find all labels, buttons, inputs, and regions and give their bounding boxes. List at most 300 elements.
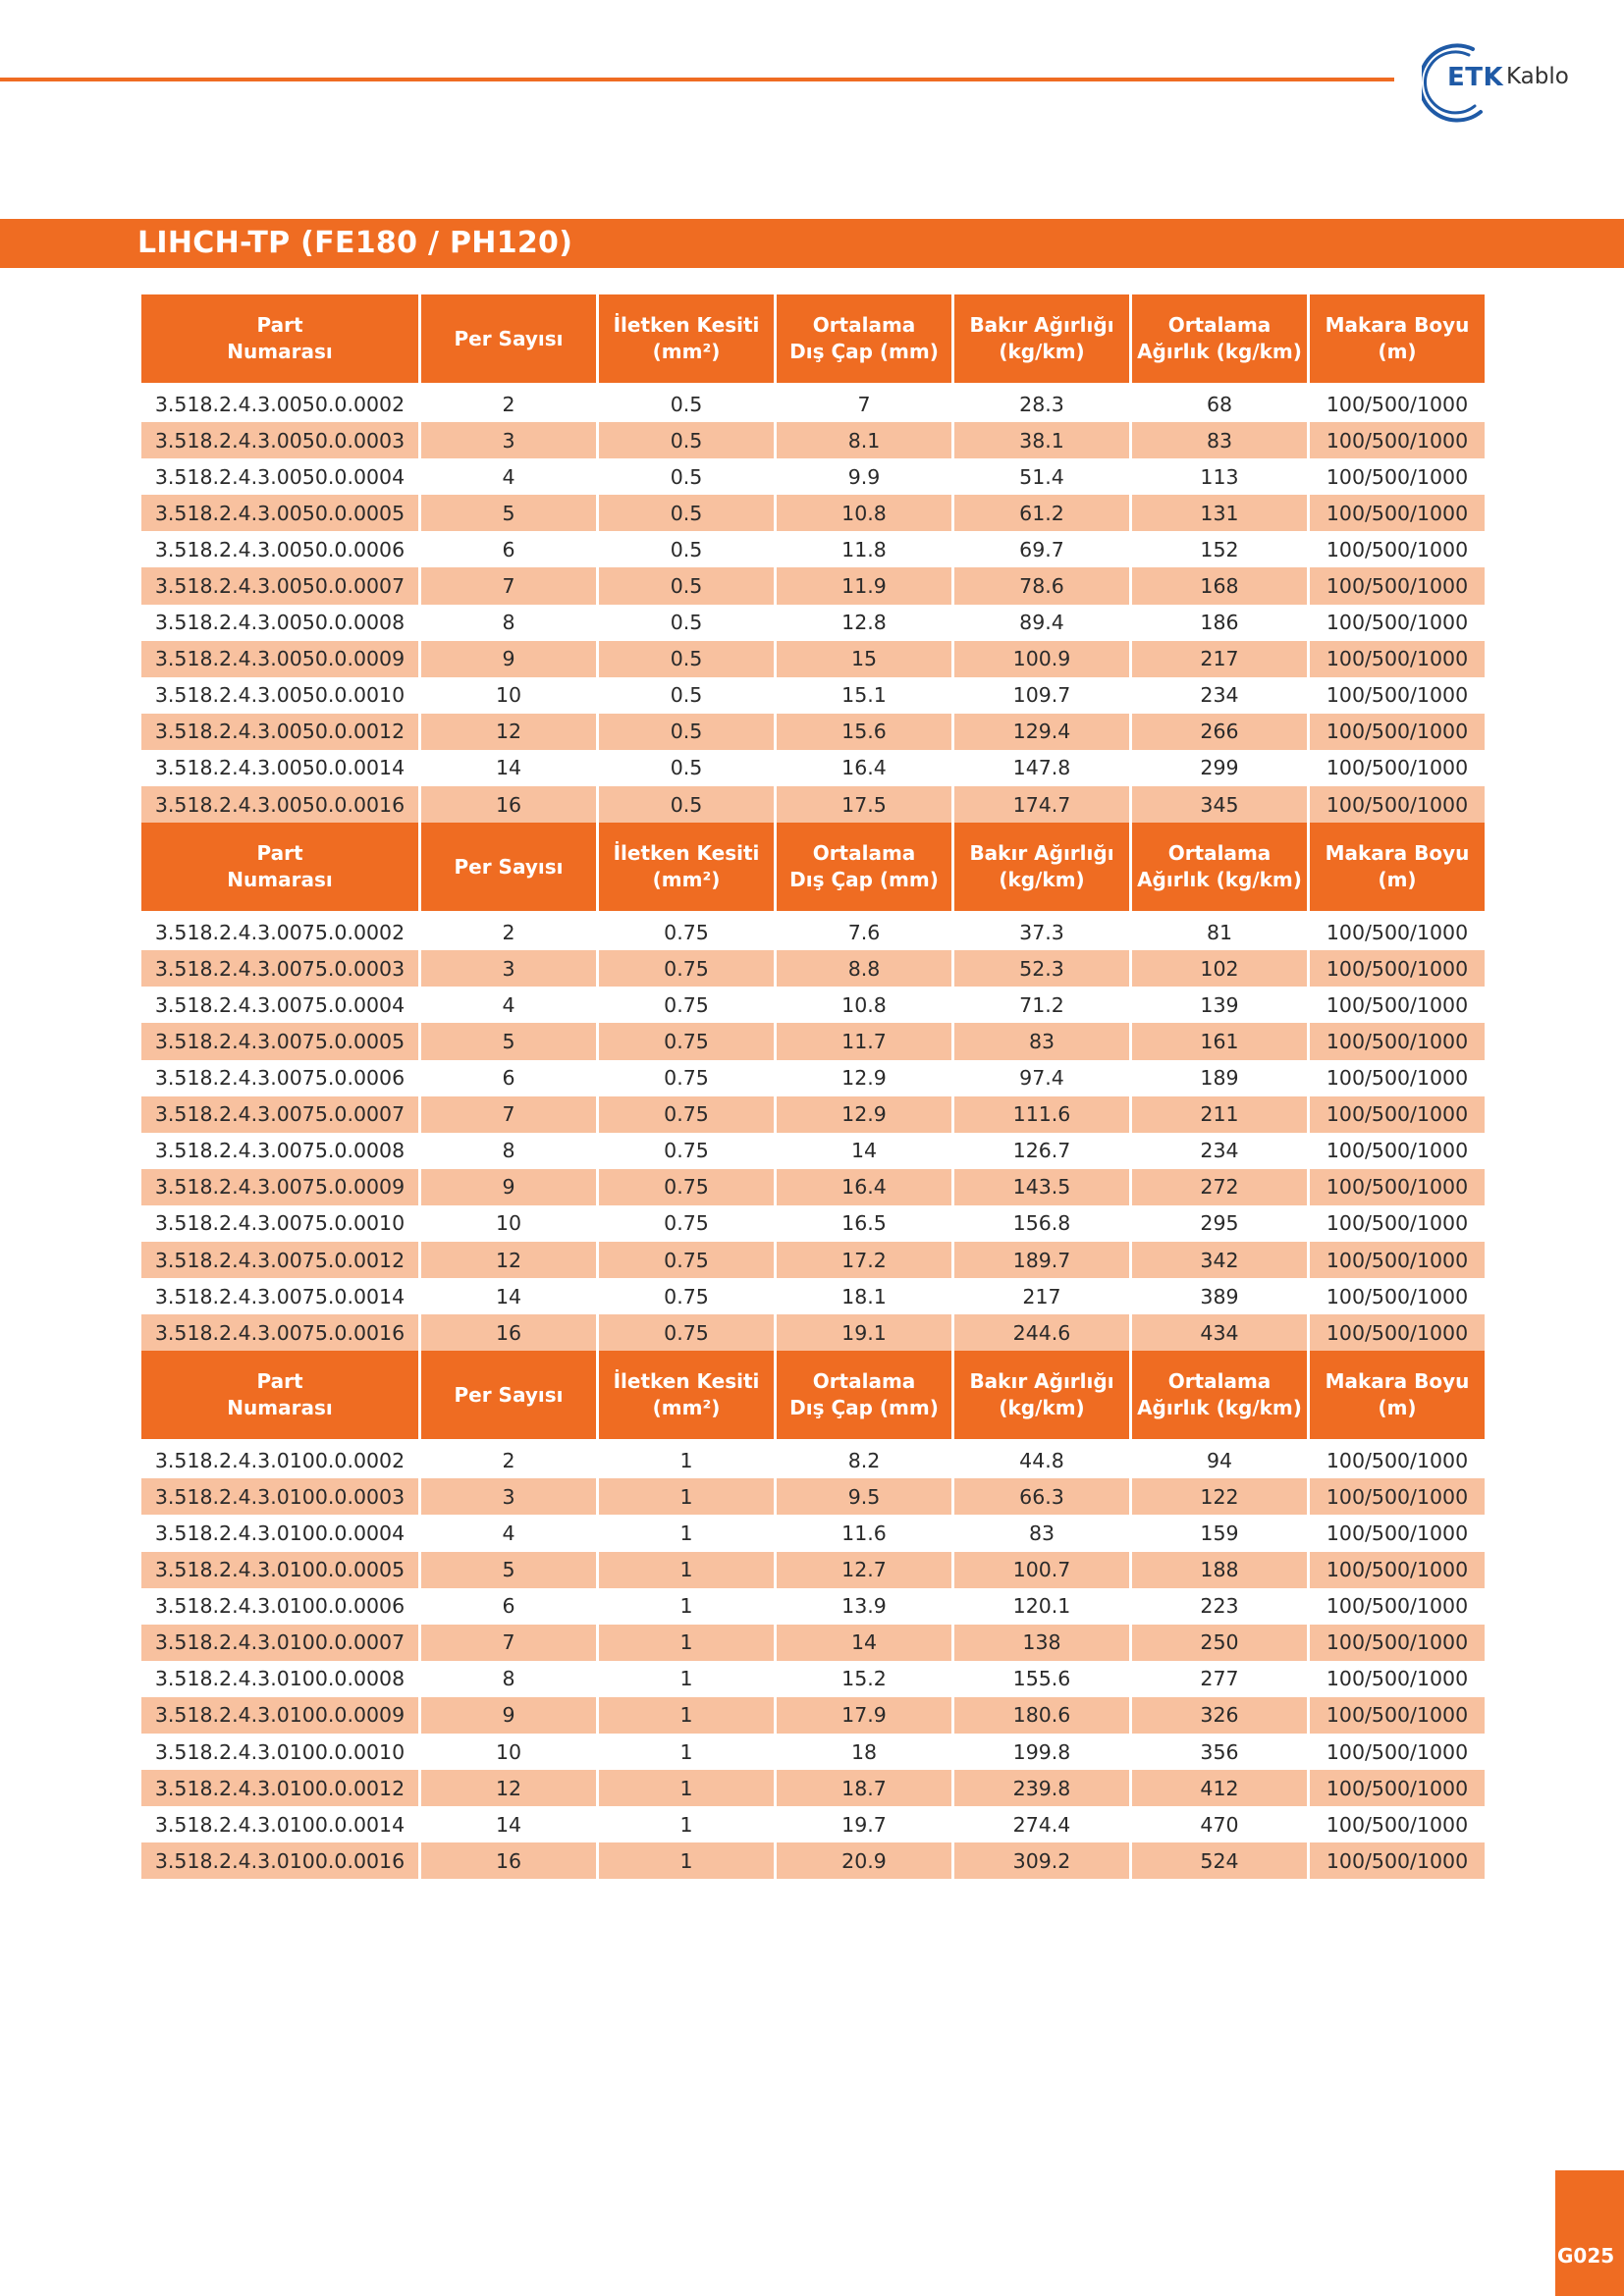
- header-conductor-section: [599, 1351, 774, 1442]
- outer-diameter-cell: 18: [777, 1734, 951, 1770]
- table-row: [141, 1314, 1485, 1351]
- average-weight-cell: 356: [1132, 1734, 1307, 1770]
- copper-weight-cell: 61.2: [954, 495, 1129, 531]
- average-weight-cell: 81: [1132, 914, 1307, 950]
- header-reel-length-text: (m): [1378, 868, 1417, 892]
- conductor-section-cell: 0.75: [599, 1169, 774, 1205]
- table-row: [141, 495, 1485, 531]
- table-row: [141, 1169, 1485, 1205]
- pair-count-cell: 2: [421, 386, 596, 422]
- average-weight-cell: 186: [1132, 605, 1307, 641]
- outer-diameter-cell: 18.7: [777, 1770, 951, 1806]
- header-copper-weight-text: Bakır Ağırlığı: [969, 1369, 1114, 1394]
- pair-count-cell: 14: [421, 750, 596, 786]
- reel-length-cell: 100/500/1000: [1310, 1242, 1485, 1278]
- part-number-cell: 3.518.2.4.3.0075.0.0009: [141, 1169, 418, 1205]
- header-conductor-section-text: (mm²): [652, 340, 721, 363]
- header-part-number: [141, 294, 418, 386]
- average-weight-cell: 189: [1132, 1060, 1307, 1096]
- header-reel-length: [1310, 294, 1485, 386]
- copper-weight-cell: 69.7: [954, 531, 1129, 567]
- copper-weight-cell: 174.7: [954, 786, 1129, 823]
- average-weight-cell: 68: [1132, 386, 1307, 422]
- outer-diameter-cell: 11.8: [777, 531, 951, 567]
- copper-weight-cell: 143.5: [954, 1169, 1129, 1205]
- conductor-section-cell: 0.75: [599, 950, 774, 987]
- average-weight-cell: 223: [1132, 1588, 1307, 1625]
- table-row: [141, 1023, 1485, 1059]
- table-row: [141, 1478, 1485, 1515]
- part-number-cell: 3.518.2.4.3.0100.0.0004: [141, 1515, 418, 1551]
- header-outer-diameter-text: Dış Çap (mm): [789, 1396, 939, 1420]
- reel-length-cell: 100/500/1000: [1310, 1478, 1485, 1515]
- table-row: [141, 1552, 1485, 1588]
- reel-length-cell: 100/500/1000: [1310, 1697, 1485, 1734]
- header-part-number: [141, 1351, 418, 1442]
- copper-weight-cell: 244.6: [954, 1314, 1129, 1351]
- outer-diameter-cell: 15.6: [777, 714, 951, 750]
- conductor-section-cell: 1: [599, 1770, 774, 1806]
- average-weight-cell: 131: [1132, 495, 1307, 531]
- table-header-row: [141, 823, 1485, 914]
- copper-weight-cell: 120.1: [954, 1588, 1129, 1625]
- pair-count-cell: 14: [421, 1806, 596, 1842]
- table-header-row: [141, 294, 1485, 386]
- header-outer-diameter: [777, 1351, 951, 1442]
- average-weight-cell: 266: [1132, 714, 1307, 750]
- reel-length-cell: 100/500/1000: [1310, 1734, 1485, 1770]
- copper-weight-cell: 100.9: [954, 641, 1129, 677]
- reel-length-cell: 100/500/1000: [1310, 1205, 1485, 1242]
- part-number-cell: 3.518.2.4.3.0050.0.0014: [141, 750, 418, 786]
- outer-diameter-cell: 18.1: [777, 1278, 951, 1314]
- copper-weight-cell: 100.7: [954, 1552, 1129, 1588]
- table-row: [141, 750, 1485, 786]
- part-number-cell: 3.518.2.4.3.0050.0.0003: [141, 422, 418, 458]
- average-weight-cell: 277: [1132, 1661, 1307, 1697]
- part-number-cell: 3.518.2.4.3.0100.0.0010: [141, 1734, 418, 1770]
- part-number-cell: 3.518.2.4.3.0075.0.0010: [141, 1205, 418, 1242]
- copper-weight-cell: 199.8: [954, 1734, 1129, 1770]
- reel-length-cell: 100/500/1000: [1310, 495, 1485, 531]
- header-average-weight-text: Ortalama: [1167, 841, 1272, 866]
- outer-diameter-cell: 15.1: [777, 677, 951, 714]
- conductor-section-cell: 0.75: [599, 1023, 774, 1059]
- average-weight-cell: 188: [1132, 1552, 1307, 1588]
- copper-weight-cell: 180.6: [954, 1697, 1129, 1734]
- header-outer-diameter: [777, 294, 951, 386]
- reel-length-cell: 100/500/1000: [1310, 714, 1485, 750]
- part-number-cell: 3.518.2.4.3.0075.0.0002: [141, 914, 418, 950]
- header-copper-weight: [954, 294, 1129, 386]
- part-number-cell: 3.518.2.4.3.0050.0.0007: [141, 567, 418, 604]
- pair-count-cell: 12: [421, 1242, 596, 1278]
- outer-diameter-cell: 15.2: [777, 1661, 951, 1697]
- copper-weight-cell: 83: [954, 1515, 1129, 1551]
- logo-text-etk: ETK: [1447, 63, 1504, 92]
- copper-weight-cell: 147.8: [954, 750, 1129, 786]
- outer-diameter-cell: 17.2: [777, 1242, 951, 1278]
- header-average-weight-text: Ortalama: [1167, 313, 1272, 337]
- table-row: [141, 1442, 1485, 1478]
- reel-length-cell: 100/500/1000: [1310, 1023, 1485, 1059]
- pair-count-cell: 9: [421, 1697, 596, 1734]
- copper-weight-cell: 274.4: [954, 1806, 1129, 1842]
- reel-length-cell: 100/500/1000: [1310, 1806, 1485, 1842]
- pair-count-cell: 10: [421, 1205, 596, 1242]
- part-number-cell: 3.518.2.4.3.0100.0.0006: [141, 1588, 418, 1625]
- part-number-cell: 3.518.2.4.3.0075.0.0004: [141, 987, 418, 1023]
- reel-length-cell: 100/500/1000: [1310, 531, 1485, 567]
- pair-count-cell: 7: [421, 567, 596, 604]
- part-number-cell: 3.518.2.4.3.0100.0.0002: [141, 1442, 418, 1478]
- outer-diameter-cell: 14: [777, 1625, 951, 1661]
- part-number-cell: 3.518.2.4.3.0100.0.0012: [141, 1770, 418, 1806]
- header-conductor-section-text: İletken Kesiti: [613, 841, 760, 866]
- page-number-tab: [1555, 2170, 1624, 2296]
- reel-length-cell: 100/500/1000: [1310, 567, 1485, 604]
- header-pair-count: [421, 294, 596, 386]
- reel-length-cell: 100/500/1000: [1310, 1169, 1485, 1205]
- average-weight-cell: 250: [1132, 1625, 1307, 1661]
- part-number-cell: 3.518.2.4.3.0075.0.0003: [141, 950, 418, 987]
- reel-length-cell: 100/500/1000: [1310, 1442, 1485, 1478]
- reel-length-cell: 100/500/1000: [1310, 1770, 1485, 1806]
- title-bar: [0, 219, 1624, 268]
- average-weight-cell: 389: [1132, 1278, 1307, 1314]
- table-row: [141, 531, 1485, 567]
- header-part-number-text: Numarası: [227, 868, 333, 892]
- header-conductor-section: [599, 294, 774, 386]
- average-weight-cell: 295: [1132, 1205, 1307, 1242]
- outer-diameter-cell: 12.8: [777, 605, 951, 641]
- header-pair-count-text: Per Sayısı: [454, 326, 564, 350]
- reel-length-cell: 100/500/1000: [1310, 605, 1485, 641]
- header-pair-count: [421, 1351, 596, 1442]
- part-number-cell: 3.518.2.4.3.0050.0.0006: [141, 531, 418, 567]
- conductor-section-cell: 0.5: [599, 531, 774, 567]
- average-weight-cell: 217: [1132, 641, 1307, 677]
- conductor-section-cell: 1: [599, 1842, 774, 1879]
- outer-diameter-cell: 9.9: [777, 458, 951, 495]
- outer-diameter-cell: 11.9: [777, 567, 951, 604]
- pair-count-cell: 16: [421, 1314, 596, 1351]
- copper-weight-cell: 189.7: [954, 1242, 1129, 1278]
- conductor-section-cell: 0.75: [599, 987, 774, 1023]
- header-conductor-section-text: (mm²): [652, 868, 721, 892]
- copper-weight-cell: 52.3: [954, 950, 1129, 987]
- header-outer-diameter-text: Ortalama: [812, 313, 916, 337]
- header-average-weight-text: Ağırlık (kg/km): [1137, 340, 1302, 363]
- conductor-section-cell: 0.5: [599, 567, 774, 604]
- average-weight-cell: 342: [1132, 1242, 1307, 1278]
- conductor-section-cell: 1: [599, 1515, 774, 1551]
- reel-length-cell: 100/500/1000: [1310, 987, 1485, 1023]
- pair-count-cell: 4: [421, 987, 596, 1023]
- header-conductor-section: [599, 823, 774, 914]
- outer-diameter-cell: 16.4: [777, 750, 951, 786]
- pair-count-cell: 3: [421, 1478, 596, 1515]
- table-row: [141, 950, 1485, 987]
- table-row: [141, 1278, 1485, 1314]
- header-pair-count-text: Per Sayısı: [454, 1382, 564, 1407]
- conductor-section-cell: 0.5: [599, 677, 774, 714]
- outer-diameter-cell: 10.8: [777, 987, 951, 1023]
- table-row: [141, 1661, 1485, 1697]
- outer-diameter-cell: 15: [777, 641, 951, 677]
- header-average-weight-text: Ortalama: [1167, 1369, 1272, 1394]
- page-title: LIHCH-TP (FE180 / PH120): [137, 226, 573, 260]
- copper-weight-cell: 71.2: [954, 987, 1129, 1023]
- pair-count-cell: 5: [421, 1023, 596, 1059]
- pair-count-cell: 12: [421, 1770, 596, 1806]
- pair-count-cell: 9: [421, 1169, 596, 1205]
- part-number-cell: 3.518.2.4.3.0050.0.0009: [141, 641, 418, 677]
- copper-weight-cell: 156.8: [954, 1205, 1129, 1242]
- reel-length-cell: 100/500/1000: [1310, 386, 1485, 422]
- conductor-section-cell: 0.75: [599, 914, 774, 950]
- outer-diameter-cell: 19.1: [777, 1314, 951, 1351]
- conductor-section-cell: 0.5: [599, 605, 774, 641]
- table-row: [141, 677, 1485, 714]
- conductor-section-cell: 0.5: [599, 750, 774, 786]
- average-weight-cell: 102: [1132, 950, 1307, 987]
- part-number-cell: 3.518.2.4.3.0075.0.0016: [141, 1314, 418, 1351]
- reel-length-cell: 100/500/1000: [1310, 1060, 1485, 1096]
- conductor-section-cell: 0.75: [599, 1242, 774, 1278]
- pair-count-cell: 16: [421, 1842, 596, 1879]
- average-weight-cell: 168: [1132, 567, 1307, 604]
- conductor-section-cell: 1: [599, 1625, 774, 1661]
- header-reel-length-text: (m): [1378, 1396, 1417, 1420]
- header-average-weight: [1132, 1351, 1307, 1442]
- table-row: [141, 1096, 1485, 1133]
- part-number-cell: 3.518.2.4.3.0100.0.0016: [141, 1842, 418, 1879]
- reel-length-cell: 100/500/1000: [1310, 914, 1485, 950]
- copper-weight-cell: 309.2: [954, 1842, 1129, 1879]
- conductor-section-cell: 0.75: [599, 1060, 774, 1096]
- conductor-section-cell: 0.75: [599, 1096, 774, 1133]
- conductor-section-cell: 0.5: [599, 641, 774, 677]
- header-outer-diameter-text: Dış Çap (mm): [789, 868, 939, 892]
- part-number-cell: 3.518.2.4.3.0075.0.0005: [141, 1023, 418, 1059]
- header-conductor-section-text: (mm²): [652, 1396, 721, 1420]
- conductor-section-cell: 0.5: [599, 786, 774, 823]
- conductor-section-cell: 0.75: [599, 1205, 774, 1242]
- reel-length-cell: 100/500/1000: [1310, 1552, 1485, 1588]
- header-part-number-text: Part: [256, 313, 303, 337]
- average-weight-cell: 234: [1132, 1133, 1307, 1169]
- header-average-weight-text: Ağırlık (kg/km): [1137, 868, 1302, 892]
- pair-count-cell: 6: [421, 531, 596, 567]
- outer-diameter-cell: 17.5: [777, 786, 951, 823]
- copper-weight-cell: 217: [954, 1278, 1129, 1314]
- reel-length-cell: 100/500/1000: [1310, 1278, 1485, 1314]
- conductor-section-cell: 1: [599, 1734, 774, 1770]
- reel-length-cell: 100/500/1000: [1310, 1096, 1485, 1133]
- copper-weight-cell: 109.7: [954, 677, 1129, 714]
- table-row: [141, 1515, 1485, 1551]
- copper-weight-cell: 38.1: [954, 422, 1129, 458]
- copper-weight-cell: 44.8: [954, 1442, 1129, 1478]
- average-weight-cell: 122: [1132, 1478, 1307, 1515]
- etk-kablo-logo: [1422, 35, 1598, 124]
- outer-diameter-cell: 17.9: [777, 1697, 951, 1734]
- logo-text-kablo: Kablo: [1506, 64, 1569, 89]
- average-weight-cell: 152: [1132, 531, 1307, 567]
- header-copper-weight-text: Bakır Ağırlığı: [969, 841, 1114, 866]
- outer-diameter-cell: 7: [777, 386, 951, 422]
- average-weight-cell: 470: [1132, 1806, 1307, 1842]
- copper-weight-cell: 129.4: [954, 714, 1129, 750]
- outer-diameter-cell: 9.5: [777, 1478, 951, 1515]
- outer-diameter-cell: 8.2: [777, 1442, 951, 1478]
- table-header-row: [141, 1351, 1485, 1442]
- pair-count-cell: 6: [421, 1588, 596, 1625]
- reel-length-cell: 100/500/1000: [1310, 1842, 1485, 1879]
- header-copper-weight-text: (kg/km): [999, 340, 1085, 363]
- copper-weight-cell: 89.4: [954, 605, 1129, 641]
- copper-weight-cell: 239.8: [954, 1770, 1129, 1806]
- pair-count-cell: 3: [421, 950, 596, 987]
- reel-length-cell: 100/500/1000: [1310, 458, 1485, 495]
- part-number-cell: 3.518.2.4.3.0075.0.0006: [141, 1060, 418, 1096]
- average-weight-cell: 139: [1132, 987, 1307, 1023]
- pair-count-cell: 8: [421, 1661, 596, 1697]
- table-row: [141, 386, 1485, 422]
- conductor-section-cell: 0.5: [599, 714, 774, 750]
- conductor-section-cell: 0.75: [599, 1133, 774, 1169]
- part-number-cell: 3.518.2.4.3.0100.0.0005: [141, 1552, 418, 1588]
- pair-count-cell: 9: [421, 641, 596, 677]
- conductor-section-cell: 1: [599, 1806, 774, 1842]
- page-number: G025: [1557, 2244, 1615, 2268]
- table-row: [141, 567, 1485, 604]
- pair-count-cell: 10: [421, 677, 596, 714]
- average-weight-cell: 83: [1132, 422, 1307, 458]
- cable-spec-table: [138, 294, 1488, 1879]
- pair-count-cell: 2: [421, 1442, 596, 1478]
- pair-count-cell: 7: [421, 1625, 596, 1661]
- table-row: [141, 1697, 1485, 1734]
- table-row: [141, 1242, 1485, 1278]
- header-average-weight: [1132, 294, 1307, 386]
- header-copper-weight: [954, 1351, 1129, 1442]
- header-copper-weight-text: (kg/km): [999, 868, 1085, 892]
- table-row: [141, 1060, 1485, 1096]
- reel-length-cell: 100/500/1000: [1310, 641, 1485, 677]
- pair-count-cell: 8: [421, 1133, 596, 1169]
- header-rule: [0, 78, 1394, 81]
- pair-count-cell: 10: [421, 1734, 596, 1770]
- part-number-cell: 3.518.2.4.3.0075.0.0008: [141, 1133, 418, 1169]
- header-conductor-section-text: İletken Kesiti: [613, 1369, 760, 1394]
- outer-diameter-cell: 8.8: [777, 950, 951, 987]
- part-number-cell: 3.518.2.4.3.0100.0.0007: [141, 1625, 418, 1661]
- average-weight-cell: 412: [1132, 1770, 1307, 1806]
- part-number-cell: 3.518.2.4.3.0050.0.0005: [141, 495, 418, 531]
- outer-diameter-cell: 12.9: [777, 1096, 951, 1133]
- outer-diameter-cell: 7.6: [777, 914, 951, 950]
- average-weight-cell: 159: [1132, 1515, 1307, 1551]
- average-weight-cell: 272: [1132, 1169, 1307, 1205]
- part-number-cell: 3.518.2.4.3.0050.0.0008: [141, 605, 418, 641]
- copper-weight-cell: 126.7: [954, 1133, 1129, 1169]
- reel-length-cell: 100/500/1000: [1310, 1133, 1485, 1169]
- conductor-section-cell: 0.5: [599, 458, 774, 495]
- table-row: [141, 987, 1485, 1023]
- average-weight-cell: 234: [1132, 677, 1307, 714]
- part-number-cell: 3.518.2.4.3.0075.0.0014: [141, 1278, 418, 1314]
- table-row: [141, 1734, 1485, 1770]
- reel-length-cell: 100/500/1000: [1310, 1314, 1485, 1351]
- header-outer-diameter-text: Ortalama: [812, 841, 916, 866]
- outer-diameter-cell: 8.1: [777, 422, 951, 458]
- pair-count-cell: 4: [421, 1515, 596, 1551]
- part-number-cell: 3.518.2.4.3.0075.0.0012: [141, 1242, 418, 1278]
- conductor-section-cell: 1: [599, 1588, 774, 1625]
- part-number-cell: 3.518.2.4.3.0050.0.0016: [141, 786, 418, 823]
- reel-length-cell: 100/500/1000: [1310, 750, 1485, 786]
- copper-weight-cell: 28.3: [954, 386, 1129, 422]
- outer-diameter-cell: 12.7: [777, 1552, 951, 1588]
- conductor-section-cell: 1: [599, 1697, 774, 1734]
- table-row: [141, 714, 1485, 750]
- table-row: [141, 1806, 1485, 1842]
- header-outer-diameter-text: Ortalama: [812, 1369, 916, 1394]
- pair-count-cell: 5: [421, 1552, 596, 1588]
- header-outer-diameter-text: Dış Çap (mm): [789, 340, 939, 363]
- pair-count-cell: 7: [421, 1096, 596, 1133]
- outer-diameter-cell: 11.6: [777, 1515, 951, 1551]
- table-row: [141, 458, 1485, 495]
- part-number-cell: 3.518.2.4.3.0050.0.0002: [141, 386, 418, 422]
- header-outer-diameter: [777, 823, 951, 914]
- reel-length-cell: 100/500/1000: [1310, 786, 1485, 823]
- conductor-section-cell: 1: [599, 1552, 774, 1588]
- reel-length-cell: 100/500/1000: [1310, 422, 1485, 458]
- reel-length-cell: 100/500/1000: [1310, 677, 1485, 714]
- conductor-section-cell: 1: [599, 1661, 774, 1697]
- table-row: [141, 914, 1485, 950]
- part-number-cell: 3.518.2.4.3.0100.0.0008: [141, 1661, 418, 1697]
- conductor-section-cell: 1: [599, 1442, 774, 1478]
- table-row: [141, 422, 1485, 458]
- table-row: [141, 1205, 1485, 1242]
- average-weight-cell: 113: [1132, 458, 1307, 495]
- part-number-cell: 3.518.2.4.3.0100.0.0014: [141, 1806, 418, 1842]
- header-part-number-text: Numarası: [227, 1396, 333, 1420]
- pair-count-cell: 8: [421, 605, 596, 641]
- pair-count-cell: 6: [421, 1060, 596, 1096]
- conductor-section-cell: 0.5: [599, 495, 774, 531]
- part-number-cell: 3.518.2.4.3.0100.0.0009: [141, 1697, 418, 1734]
- outer-diameter-cell: 20.9: [777, 1842, 951, 1879]
- header-part-number-text: Numarası: [227, 340, 333, 363]
- copper-weight-cell: 97.4: [954, 1060, 1129, 1096]
- copper-weight-cell: 37.3: [954, 914, 1129, 950]
- pair-count-cell: 2: [421, 914, 596, 950]
- conductor-section-cell: 1: [599, 1478, 774, 1515]
- cable-spec-table-body: [141, 294, 1485, 1879]
- part-number-cell: 3.518.2.4.3.0050.0.0004: [141, 458, 418, 495]
- header-part-number-text: Part: [256, 841, 303, 866]
- header-reel-length-text: Makara Boyu: [1325, 313, 1470, 337]
- table-row: [141, 1588, 1485, 1625]
- average-weight-cell: 211: [1132, 1096, 1307, 1133]
- average-weight-cell: 326: [1132, 1697, 1307, 1734]
- header-part-number: [141, 823, 418, 914]
